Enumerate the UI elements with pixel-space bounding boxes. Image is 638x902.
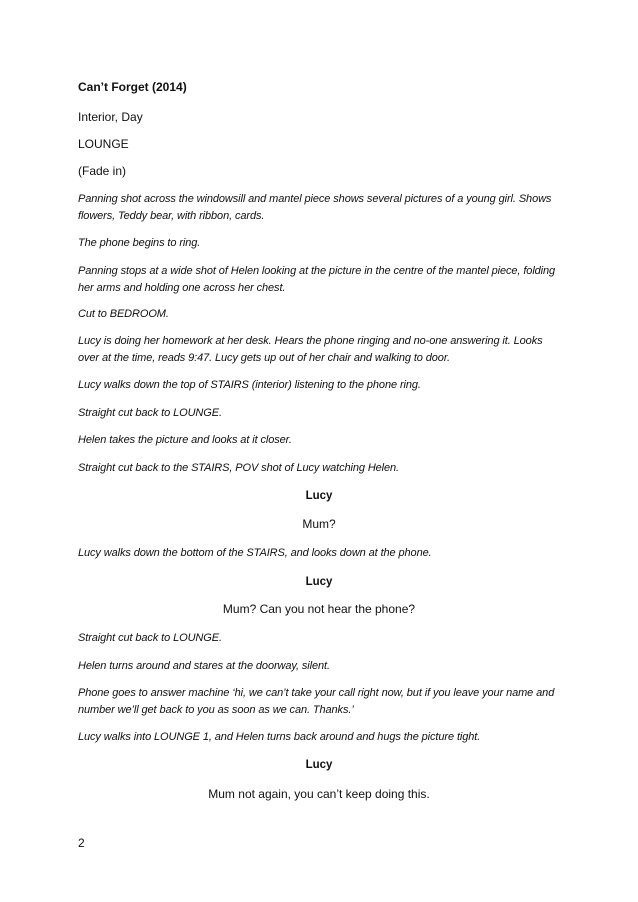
action-line: The phone begins to ring.: [78, 237, 201, 249]
action-line: Panning stops at a wide shot of Helen looking at the picture in the centre of the mantel piece, folding her arms and holding one across her chest.: [78, 265, 556, 294]
page-number: 2: [78, 836, 85, 850]
action-line: Panning shot across the windowsill and mantel piece shows several pictures of a young girl. Shows flowers, Teddy bear, with ribbon, cards.: [78, 193, 552, 222]
action-line: Phone goes to answer machine ‘hi, we can’t take your call right now, but if you leave your name and number we’ll get back to you as soon as we can. Thanks.’: [78, 687, 555, 716]
dialogue-line: Mum?: [302, 517, 336, 531]
action-line: Lucy walks into LOUNGE 1, and Helen turns back around and hugs the picture tight.: [78, 731, 481, 743]
dialogue-line: Mum? Can you not hear the phone?: [222, 602, 416, 616]
character-name: Lucy: [305, 576, 333, 588]
character-name: Lucy: [305, 490, 333, 502]
scene-heading-location: LOUNGE: [78, 137, 129, 151]
character-name: Lucy: [305, 759, 333, 771]
action-line: Straight cut back to LOUNGE.: [78, 632, 222, 644]
action-line: Straight cut back to the STAIRS, POV shot of Lucy watching Helen.: [78, 462, 400, 474]
transition-fade-in: (Fade in): [78, 164, 127, 178]
action-line: Lucy walks down the bottom of the STAIRS, and looks down at the phone.: [78, 547, 432, 559]
scene-heading-interior: Interior, Day: [78, 110, 143, 124]
action-line: Lucy walks down the top of STAIRS (interior) listening to the phone ring.: [78, 379, 421, 391]
action-line: Helen turns around and stares at the doorway, silent.: [78, 660, 330, 672]
action-line: Straight cut back to LOUNGE.: [78, 407, 222, 419]
script-title: Can’t Forget (2014): [78, 80, 187, 94]
dialogue-line: Mum not again, you can’t keep doing this.: [208, 787, 430, 801]
action-line: Cut to BEDROOM.: [78, 308, 169, 320]
action-line: Lucy is doing her homework at her desk. Hears the phone ringing and no-one answering it. Looks over at the time, reads 9:47. Lucy gets up out of her chair and walking to door.: [78, 335, 543, 364]
action-line: Helen takes the picture and looks at it closer.: [78, 434, 292, 446]
